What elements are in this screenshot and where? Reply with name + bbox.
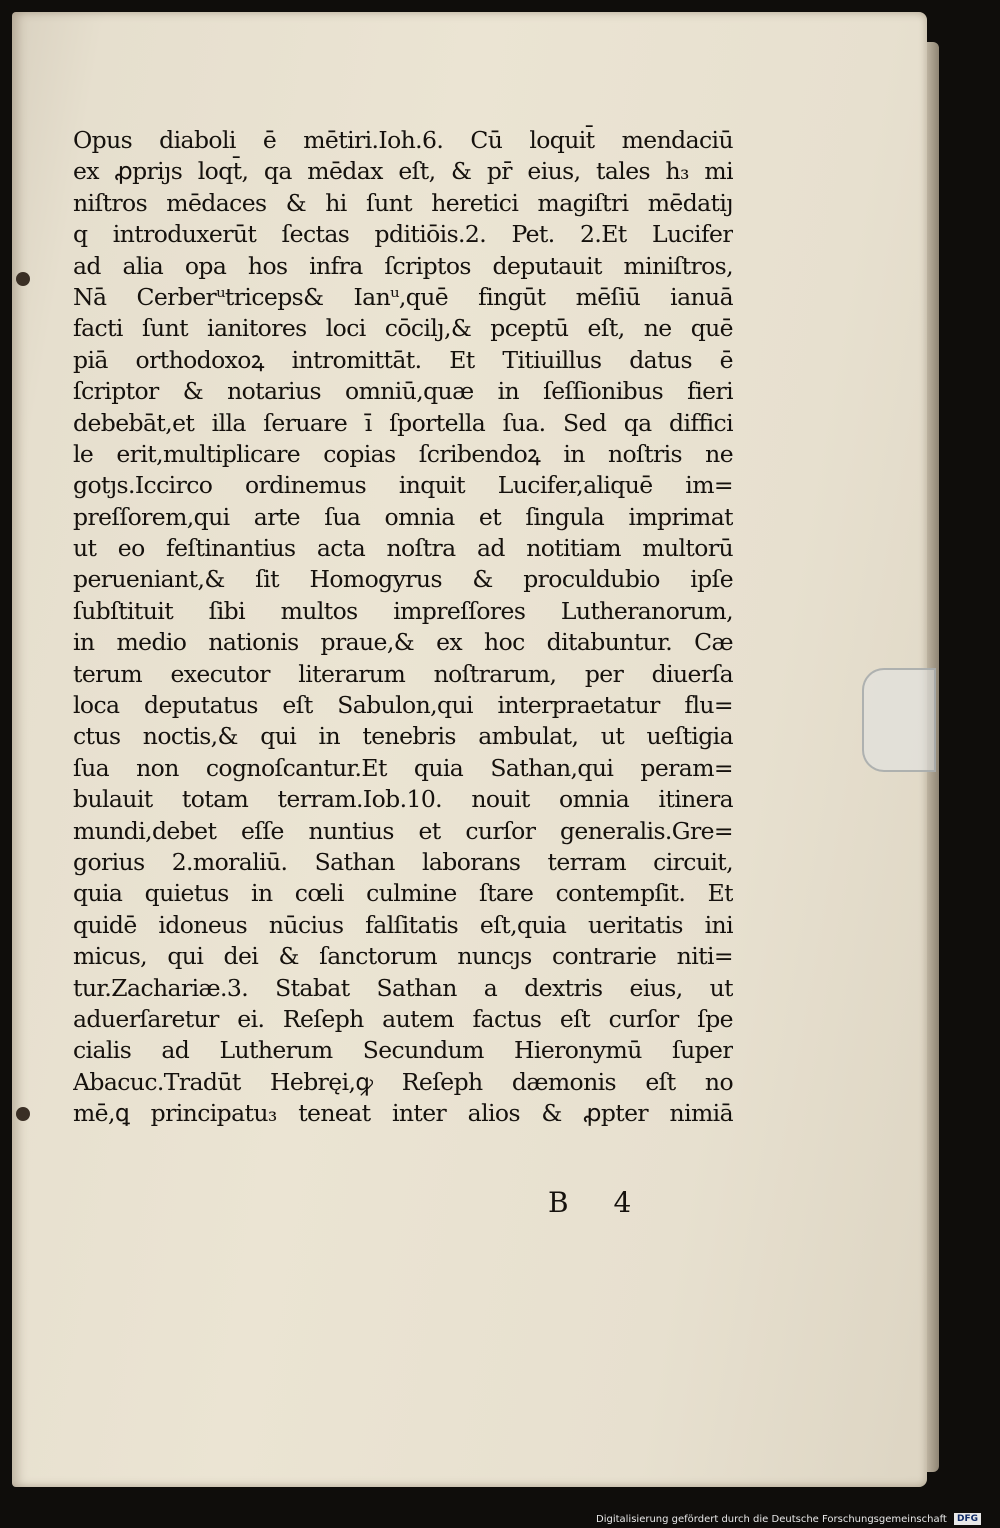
text-line: le erit,multiplicare copias ſcribendoꝝ in noſtris ne [73,439,733,468]
text-line: Opus diaboli ē mētiri.Ioh.6. Cū loquit̄ mendaciū [73,126,733,154]
footer-credit [596,1512,981,1528]
text-line: loca deputatus eſt Sabulon,qui interpraetatur flu= [73,691,733,720]
text-line: q introduxerūt ſectas pditiōis.2. Pet. 2.Et Lucifer [73,220,733,249]
text-line: bulauit totam terram.Iob.10. nouit omnia itinera [73,785,733,814]
dfg-logo: DFG [954,1513,981,1525]
text-line: in medio nationis praue,& ex hoc ditabuntur. Cæ [73,628,733,657]
text-line: cialis ad Lutherum Secundum Hieronymū ſuper [73,1036,733,1065]
text-line: niſtros mēdaces & hi ſunt heretici magiſtri mēdatiȷ [73,188,733,217]
text-line: ſubſtituit ſibi multos impreſſores Lutheranorum, [73,596,733,625]
binding-hole [16,1107,30,1121]
text-line: ut eo feſtinantius acta noſtra ad notitiam multorū [73,534,733,563]
text-line: mundi,debet eſſe nuntius et curſor generalis.Gre= [73,816,733,845]
text-line: Nā Cerberᵘtriceps& Ianᵘ,quē fingūt mēſiū ianuā [73,282,733,311]
text-line: piā orthodoxoꝝ intromittāt. Et Titiuillus datus ē [73,345,733,374]
text-line: micus, qui dei & ſanctorum nuncȷs contrarie niti= [73,942,733,971]
text-line: ad alia opa hos infra ſcriptos deputauit miniſtros, [73,251,733,280]
text-line: quidē idoneus nūcius falſitatis eſt,quia ueritatis ini [73,910,733,939]
text-line: terum executor literarum noſtrarum, per diuerſa [73,659,733,688]
text-line: debebāt,et illa ſeruare ī ſportella ſua. Sed qa diffici [73,408,733,437]
signature-mark: B 4 [548,1186,650,1219]
text-line: ex ꝓpriȷs loqt̄, qa mēdax eſt, & pr̄ eius, tales h₃ mi [73,157,733,186]
footer-credit-text: Digitalisierung gefördert durch die Deutsche Forschungsgemeinschaft [596,1514,947,1525]
page-clip [862,668,936,772]
text-line: preſſorem,qui arte ſua omnia et ſingula imprimat [73,502,733,531]
text-line: ſcriptor & notarius omniū,quæ in ſeſſionibus fieri [73,377,733,406]
text-line: gorius 2.moraliū. Sathan laborans terram circuit, [73,847,733,876]
body-text [73,125,733,1130]
text-line: perueniant,& ſit Homogyrus & proculdubio ipſe [73,565,733,594]
text-line: quia quietus in cœli culmine ſtare contempſit. Et [73,879,733,908]
text-line: Abacuc.Tradūt Hebręi,ꝙ Reſeph dæmonis eſt no [73,1067,733,1096]
text-line: aduerſaretur ei. Reſeph autem factus eſt curſor ſpe [73,1004,733,1033]
text-line: ſua non cognoſcantur.Et quia Sathan,qui peram= [73,753,733,782]
binding-hole [16,272,30,286]
text-line: ctus noctis,& qui in tenebris ambulat, ut ueſtigia [73,722,733,751]
text-line: tur.Zachariæ.3. Stabat Sathan a dextris eius, ut [73,973,733,1002]
text-line: facti ſunt ianitores loci cōcilȷ,& pceptū eſt, ne quē [73,314,733,343]
text-line: mē,ꝗ principatu₃ teneat inter alios & ꝓpter nimiā [73,1099,733,1128]
text-line: gotȷs.Iccirco ordinemus inquit Lucifer,aliquē im= [73,471,733,500]
